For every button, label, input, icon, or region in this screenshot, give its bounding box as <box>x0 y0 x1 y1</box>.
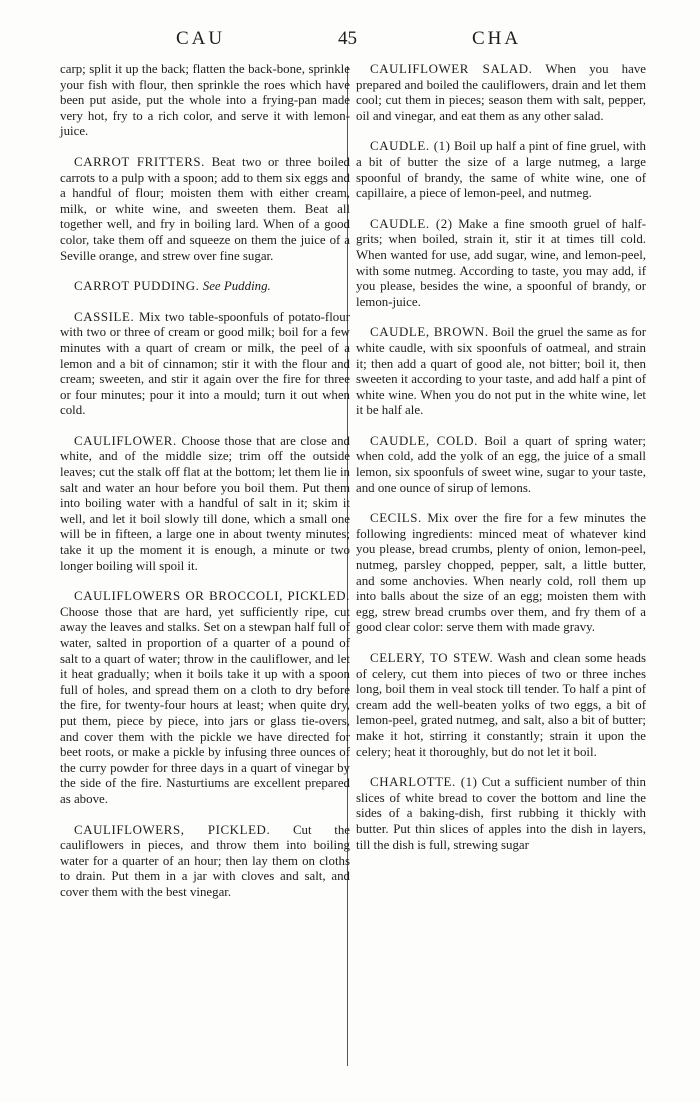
recipe-entry <box>60 279 350 295</box>
recipe-title: CAULIFLOWER SALAD. <box>370 62 533 76</box>
recipe-entry <box>356 217 646 311</box>
recipe-entry <box>60 310 350 419</box>
recipe-title: CAULIFLOWERS OR BROCCOLI, PICKLED. <box>74 589 350 604</box>
recipe-entry <box>356 651 646 760</box>
recipe-entry <box>356 775 646 853</box>
recipe-entry <box>356 434 646 496</box>
recipe-title: CAULIFLOWER. <box>74 433 177 448</box>
header-right-guide-word: CHA <box>472 28 522 49</box>
recipe-title: CAULIFLOWERS, PICKLED. <box>74 822 271 837</box>
recipe-title: CAUDLE, BROWN. <box>370 325 489 340</box>
recipe-title: CELERY, TO STEW. <box>370 651 494 665</box>
recipe-text: Beat two or three boiled carrots to a pulp with a spoon; add to them six eggs and a handful of flour; moisten them with either cream, milk, or white wine, and sweeten them. Beat all together well, and fry in boiling lard. When of a good color, take them off and squeeze on them the juice of a Seville orange, and strew over fine sugar. <box>60 154 350 263</box>
recipe-entry <box>356 511 646 636</box>
right-column <box>356 62 646 868</box>
recipe-entry <box>356 62 646 124</box>
recipe-entry <box>60 62 350 140</box>
recipe-text: carp; split it up the back; flatten the back-bone, sprinkle your fish with flour, then sprinkle the roes which have been put aside, put the whole into a frying-pan made very hot, fry to a rich color, and serve it with lemon-juice. <box>60 62 350 139</box>
recipe-title: CARROT FRITTERS. <box>74 154 205 169</box>
header-left-guide-word: CAU <box>176 28 226 49</box>
recipe-text: See Pudding. <box>202 279 271 294</box>
recipe-text: Boil a quart of spring water; when cold, add the yolk of an egg, the juice of a small lemon, six spoonfuls of sweet wine, sugar to your taste, and one ounce of sirup of lemons. <box>356 433 646 495</box>
recipe-text: Make a fine smooth gruel of half-grits; when boiled, strain it, stir it at times till cold. When wanted for use, add sugar, wine, and lemon-peel, with some nutmeg. According to taste, you may add, if you please, besides the wine, a spoonful of brandy, or lemon-juice. <box>356 216 646 309</box>
recipe-entry <box>60 589 350 807</box>
recipe-title: CASSILE. <box>74 309 135 324</box>
recipe-title: CAUDLE. (1) <box>370 139 451 154</box>
recipe-title: CHARLOTTE. (1) <box>370 775 478 790</box>
left-column <box>60 62 350 916</box>
page-number: 45 <box>338 28 357 49</box>
running-head <box>60 28 640 52</box>
recipe-text: Mix over the fire for a few minutes the following ingredients: minced meat of whatever kind you please, bread crumbs, plenty of onion, lemon-peel, nutmeg, parsley chopped, pepper, salt, a little butter, and some anchovies. When nearly cold, roll them up into balls about the size of an egg; moisten them with egg, strew bread crumbs over them, and fry them of a good clear color: serve them with made gravy. <box>356 511 646 635</box>
recipe-entry <box>60 823 350 901</box>
recipe-title: CAUDLE, COLD. <box>370 433 479 448</box>
recipe-entry <box>60 434 350 574</box>
recipe-text: Wash and clean some heads of celery, cut them into pieces of two or three inches long, boil them in veal stock till tender. To half a pint of cream add the well-beaten yolks of two eggs, a bit of lemon-peel, grated nutmeg, and salt, also a bit of butter; make it hot, stirring it constantly; strain it upon the celery; heat it thoroughly, but do not let it boil. <box>356 651 646 759</box>
recipe-title: CECILS. <box>370 511 422 526</box>
recipe-text: Mix two table-spoonfuls of potato-flour with two or three of cream or good milk; boil for a few minutes with a quart of cream or milk, the peel of a lemon and a bit of cinnamon; stir it with the flour and cream; sweeten, and stir it again over the fire for three or four minutes; pour it into a mould; turn it out when cold. <box>60 309 350 418</box>
recipe-text: When you have prepared and boiled the cauliflowers, drain and let them cool; cut them in pieces; season them with salt, pepper, oil and vinegar, and eat them as any other salad. <box>356 62 646 123</box>
recipe-text: Cut the cauliflowers in pieces, and throw them into boiling water for a quarter of an hour; then lay them on cloths to drain. Put them in a jar with cloves and salt, and cover them with the best vinegar. <box>60 822 350 899</box>
recipe-text: Choose those that are hard, yet sufficiently ripe, cut away the leaves and stalks. Set on a stewpan half full of water, salted in proportion of a quarter of a pound of salt to a quart of water; throw in the cauliflower, and let it heat gradually; when it boils take it up with a spoon full of holes, and spread them on a cloth to dry before the fire, for twenty-four hours at least; when quite dry, put them, piece by piece, into jars or glass tie-overs, and cover them with the pickle we have directed for beet roots, or make a pickle by infusing three ounces of the curry powder for three days in a quart of vinegar by the side of the fire. Nasturtiums are excellent prepared as above. <box>60 604 350 806</box>
recipe-text: Boil up half a pint of fine gruel, with a bit of butter the size of a large nutmeg, a large spoonful of brandy, the same of white wine, one of capillaire, a piece of lemon-peel, and nutmeg. <box>356 139 646 201</box>
recipe-entry <box>356 325 646 419</box>
recipe-text: Cut a sufficient number of thin slices of white bread to cover the bottom and line the sides of a baking-dish, first rubbing it thickly with butter. Put thin slices of apples into the dish in layers, till the dish is full, strewing sugar <box>356 775 646 852</box>
recipe-title: CAUDLE. (2) <box>370 216 453 231</box>
recipe-entry <box>60 155 350 264</box>
recipe-title: CARROT PUDDING. <box>74 279 200 294</box>
recipe-entry <box>356 139 646 201</box>
recipe-text: Choose those that are close and white, and of the middle size; trim off the outside leaves; cut the stalk off flat at the bottom; let them lie in salt and water an hour before you boil them. Put them into boiling water with a handful of salt in it; skim it well, and let it boil slowly till done, which a small one will be in fifteen, a large one in about twenty minutes; take it up the moment it is enough, a minute or two longer boiling will spoil it. <box>60 433 350 573</box>
recipe-text: Boil the gruel the same as for white caudle, with six spoonfuls of oatmeal, and strain it; then add a quart of good ale, not bitter; boil it, then sweeten it according to your taste, and add half a pint of white wine. When you do not put in the white wine, let it be half ale. <box>356 325 646 418</box>
